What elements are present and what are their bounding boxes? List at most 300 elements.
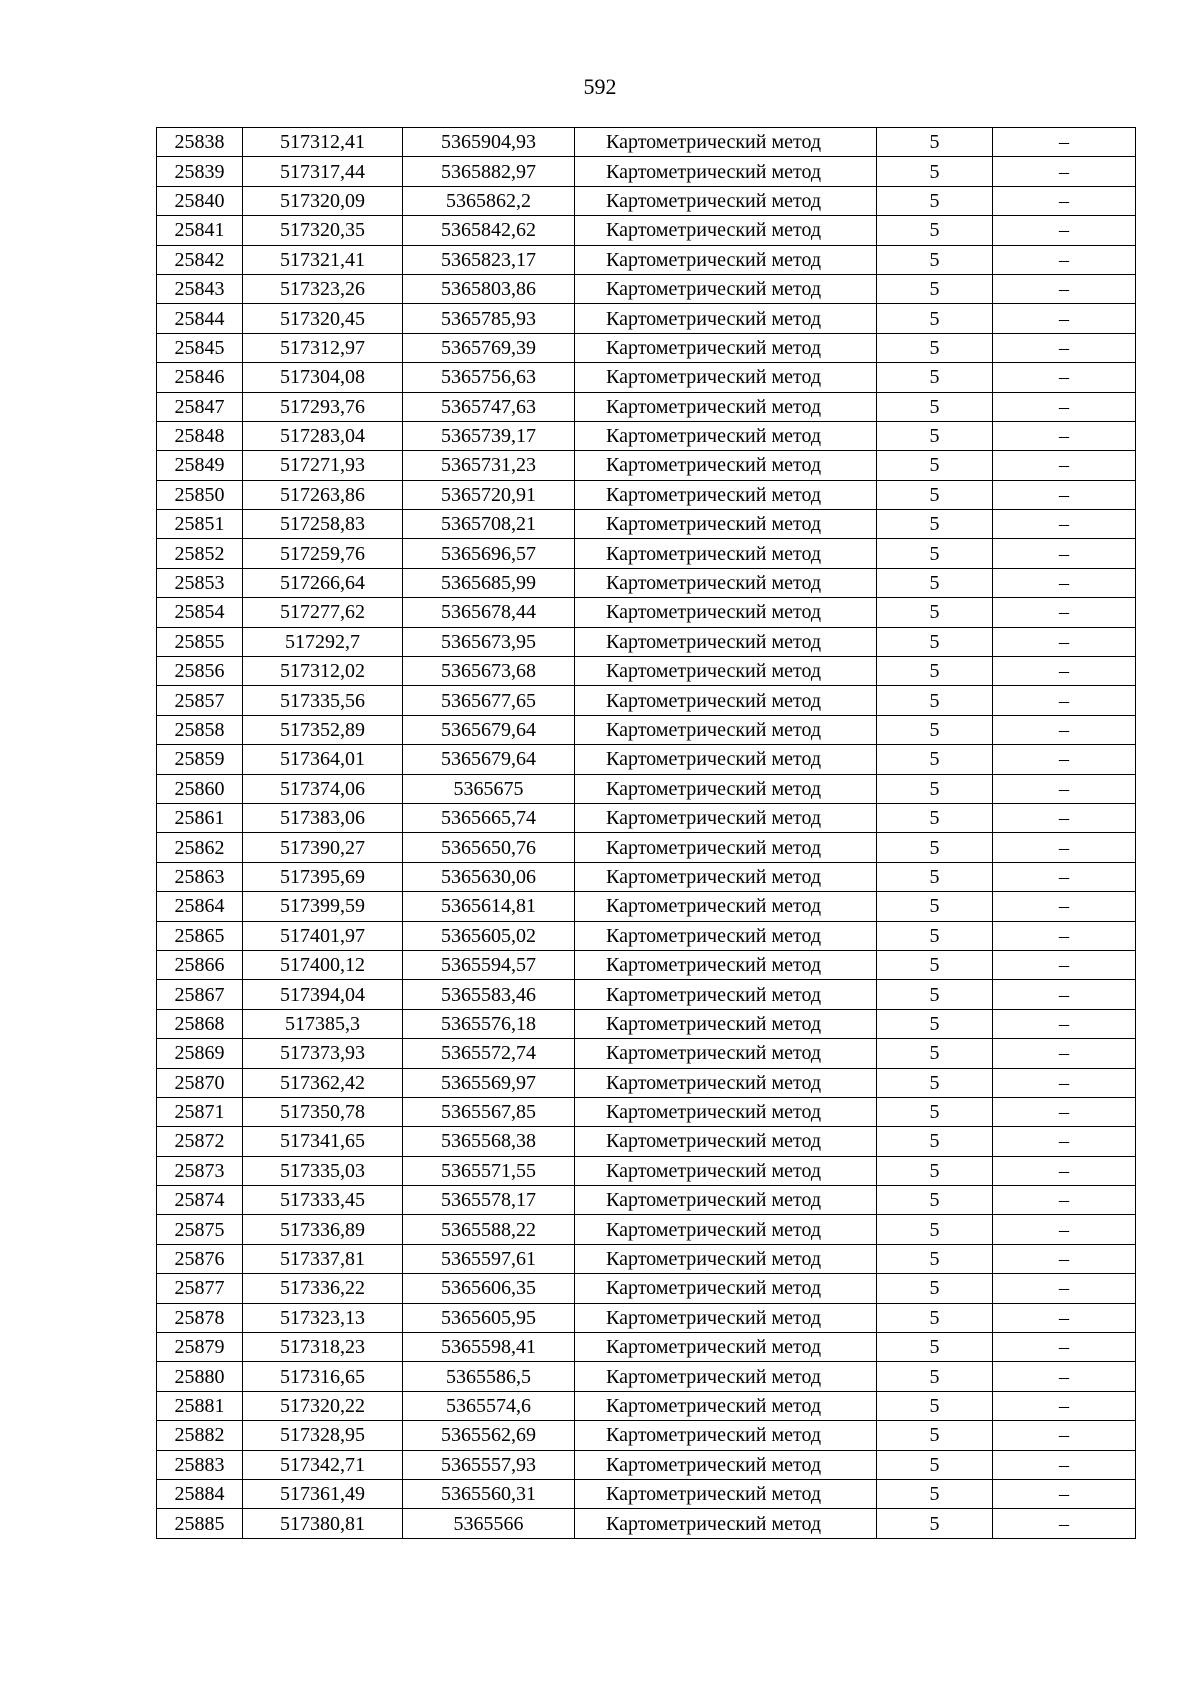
method-cell: Картометрический метод xyxy=(575,451,877,480)
table-row xyxy=(157,539,1136,568)
accuracy-cell: 5 xyxy=(877,539,993,568)
accuracy-cell: 5 xyxy=(877,833,993,862)
accuracy-cell: 5 xyxy=(877,157,993,186)
y-coordinate-cell: 5365567,85 xyxy=(403,1097,575,1126)
table-row xyxy=(157,1333,1136,1362)
table-row xyxy=(157,1127,1136,1156)
x-coordinate-cell: 517304,08 xyxy=(243,363,403,392)
accuracy-cell: 5 xyxy=(877,392,993,421)
point-number-cell: 25884 xyxy=(157,1479,243,1508)
description-cell: – xyxy=(993,921,1136,950)
table-row xyxy=(157,892,1136,921)
table-row xyxy=(157,1009,1136,1038)
accuracy-cell: 5 xyxy=(877,245,993,274)
method-cell: Картометрический метод xyxy=(575,627,877,656)
x-coordinate-cell: 517321,41 xyxy=(243,245,403,274)
method-cell: Картометрический метод xyxy=(575,833,877,862)
accuracy-cell: 5 xyxy=(877,1479,993,1508)
accuracy-cell: 5 xyxy=(877,1156,993,1185)
x-coordinate-cell: 517390,27 xyxy=(243,833,403,862)
description-cell: – xyxy=(993,892,1136,921)
accuracy-cell: 5 xyxy=(877,1068,993,1097)
method-cell: Картометрический метод xyxy=(575,1244,877,1273)
accuracy-cell: 5 xyxy=(877,598,993,627)
description-cell: – xyxy=(993,421,1136,450)
x-coordinate-cell: 517277,62 xyxy=(243,598,403,627)
description-cell: – xyxy=(993,568,1136,597)
y-coordinate-cell: 5365677,65 xyxy=(403,686,575,715)
accuracy-cell: 5 xyxy=(877,1127,993,1156)
accuracy-cell: 5 xyxy=(877,980,993,1009)
x-coordinate-cell: 517263,86 xyxy=(243,480,403,509)
accuracy-cell: 5 xyxy=(877,715,993,744)
x-coordinate-cell: 517271,93 xyxy=(243,451,403,480)
x-coordinate-cell: 517374,06 xyxy=(243,774,403,803)
method-cell: Картометрический метод xyxy=(575,363,877,392)
x-coordinate-cell: 517266,64 xyxy=(243,568,403,597)
description-cell: – xyxy=(993,1421,1136,1450)
table-row xyxy=(157,1039,1136,1068)
method-cell: Картометрический метод xyxy=(575,921,877,950)
accuracy-cell: 5 xyxy=(877,950,993,979)
point-number-cell: 25847 xyxy=(157,392,243,421)
y-coordinate-cell: 5365756,63 xyxy=(403,363,575,392)
method-cell: Картометрический метод xyxy=(575,1362,877,1391)
method-cell: Картометрический метод xyxy=(575,1127,877,1156)
point-number-cell: 25883 xyxy=(157,1450,243,1479)
point-number-cell: 25853 xyxy=(157,568,243,597)
x-coordinate-cell: 517317,44 xyxy=(243,157,403,186)
table-row xyxy=(157,128,1136,157)
x-coordinate-cell: 517333,45 xyxy=(243,1186,403,1215)
point-number-cell: 25850 xyxy=(157,480,243,509)
accuracy-cell: 5 xyxy=(877,1509,993,1538)
accuracy-cell: 5 xyxy=(877,1244,993,1273)
y-coordinate-cell: 5365598,41 xyxy=(403,1333,575,1362)
method-cell: Картометрический метод xyxy=(575,216,877,245)
point-number-cell: 25854 xyxy=(157,598,243,627)
x-coordinate-cell: 517364,01 xyxy=(243,745,403,774)
point-number-cell: 25839 xyxy=(157,157,243,186)
description-cell: – xyxy=(993,657,1136,686)
accuracy-cell: 5 xyxy=(877,304,993,333)
table-row xyxy=(157,1244,1136,1273)
x-coordinate-cell: 517383,06 xyxy=(243,803,403,832)
page-number: 592 xyxy=(583,74,617,99)
table-row xyxy=(157,510,1136,539)
method-cell: Картометрический метод xyxy=(575,745,877,774)
accuracy-cell: 5 xyxy=(877,921,993,950)
table-row xyxy=(157,1274,1136,1303)
method-cell: Картометрический метод xyxy=(575,980,877,1009)
y-coordinate-cell: 5365720,91 xyxy=(403,480,575,509)
description-cell: – xyxy=(993,1156,1136,1185)
x-coordinate-cell: 517318,23 xyxy=(243,1333,403,1362)
x-coordinate-cell: 517316,65 xyxy=(243,1362,403,1391)
description-cell: – xyxy=(993,1009,1136,1038)
description-cell: – xyxy=(993,128,1136,157)
y-coordinate-cell: 5365557,93 xyxy=(403,1450,575,1479)
table-row xyxy=(157,274,1136,303)
accuracy-cell: 5 xyxy=(877,568,993,597)
method-cell: Картометрический метод xyxy=(575,245,877,274)
accuracy-cell: 5 xyxy=(877,803,993,832)
y-coordinate-cell: 5365862,2 xyxy=(403,186,575,215)
x-coordinate-cell: 517312,02 xyxy=(243,657,403,686)
point-number-cell: 25869 xyxy=(157,1039,243,1068)
point-number-cell: 25877 xyxy=(157,1274,243,1303)
y-coordinate-cell: 5365614,81 xyxy=(403,892,575,921)
accuracy-cell: 5 xyxy=(877,657,993,686)
point-number-cell: 25871 xyxy=(157,1097,243,1126)
x-coordinate-cell: 517350,78 xyxy=(243,1097,403,1126)
y-coordinate-cell: 5365605,02 xyxy=(403,921,575,950)
table-row xyxy=(157,568,1136,597)
method-cell: Картометрический метод xyxy=(575,1479,877,1508)
table-row xyxy=(157,715,1136,744)
table-row xyxy=(157,1097,1136,1126)
table-row xyxy=(157,1479,1136,1508)
description-cell: – xyxy=(993,1450,1136,1479)
x-coordinate-cell: 517336,22 xyxy=(243,1274,403,1303)
table-row xyxy=(157,833,1136,862)
y-coordinate-cell: 5365586,5 xyxy=(403,1362,575,1391)
y-coordinate-cell: 5365678,44 xyxy=(403,598,575,627)
point-number-cell: 25849 xyxy=(157,451,243,480)
method-cell: Картометрический метод xyxy=(575,1068,877,1097)
x-coordinate-cell: 517337,81 xyxy=(243,1244,403,1273)
x-coordinate-cell: 517395,69 xyxy=(243,862,403,891)
table-row xyxy=(157,950,1136,979)
method-cell: Картометрический метод xyxy=(575,568,877,597)
description-cell: – xyxy=(993,1333,1136,1362)
coordinates-table-body xyxy=(157,128,1136,1539)
table-row xyxy=(157,803,1136,832)
point-number-cell: 25885 xyxy=(157,1509,243,1538)
table-row xyxy=(157,921,1136,950)
point-number-cell: 25881 xyxy=(157,1391,243,1420)
accuracy-cell: 5 xyxy=(877,510,993,539)
description-cell: – xyxy=(993,803,1136,832)
table-row xyxy=(157,1215,1136,1244)
method-cell: Картометрический метод xyxy=(575,598,877,627)
y-coordinate-cell: 5365583,46 xyxy=(403,980,575,1009)
accuracy-cell: 5 xyxy=(877,333,993,362)
point-number-cell: 25860 xyxy=(157,774,243,803)
y-coordinate-cell: 5365574,6 xyxy=(403,1391,575,1420)
description-cell: – xyxy=(993,392,1136,421)
point-number-cell: 25855 xyxy=(157,627,243,656)
table-row xyxy=(157,186,1136,215)
accuracy-cell: 5 xyxy=(877,451,993,480)
description-cell: – xyxy=(993,774,1136,803)
y-coordinate-cell: 5365571,55 xyxy=(403,1156,575,1185)
x-coordinate-cell: 517312,97 xyxy=(243,333,403,362)
accuracy-cell: 5 xyxy=(877,1009,993,1038)
table-row xyxy=(157,1303,1136,1332)
description-cell: – xyxy=(993,1244,1136,1273)
accuracy-cell: 5 xyxy=(877,1186,993,1215)
y-coordinate-cell: 5365572,74 xyxy=(403,1039,575,1068)
description-cell: – xyxy=(993,862,1136,891)
description-cell: – xyxy=(993,833,1136,862)
table-row xyxy=(157,980,1136,1009)
y-coordinate-cell: 5365747,63 xyxy=(403,392,575,421)
point-number-cell: 25861 xyxy=(157,803,243,832)
accuracy-cell: 5 xyxy=(877,1333,993,1362)
x-coordinate-cell: 517400,12 xyxy=(243,950,403,979)
y-coordinate-cell: 5365823,17 xyxy=(403,245,575,274)
accuracy-cell: 5 xyxy=(877,774,993,803)
description-cell: – xyxy=(993,980,1136,1009)
method-cell: Картометрический метод xyxy=(575,1097,877,1126)
method-cell: Картометрический метод xyxy=(575,892,877,921)
x-coordinate-cell: 517283,04 xyxy=(243,421,403,450)
accuracy-cell: 5 xyxy=(877,1215,993,1244)
table-row xyxy=(157,1156,1136,1185)
accuracy-cell: 5 xyxy=(877,1039,993,1068)
table-row xyxy=(157,657,1136,686)
x-coordinate-cell: 517320,45 xyxy=(243,304,403,333)
method-cell: Картометрический метод xyxy=(575,1009,877,1038)
y-coordinate-cell: 5365673,95 xyxy=(403,627,575,656)
table-row xyxy=(157,451,1136,480)
x-coordinate-cell: 517292,7 xyxy=(243,627,403,656)
method-cell: Картометрический метод xyxy=(575,304,877,333)
description-cell: – xyxy=(993,686,1136,715)
method-cell: Картометрический метод xyxy=(575,1274,877,1303)
method-cell: Картометрический метод xyxy=(575,392,877,421)
point-number-cell: 25862 xyxy=(157,833,243,862)
point-number-cell: 25864 xyxy=(157,892,243,921)
accuracy-cell: 5 xyxy=(877,186,993,215)
description-cell: – xyxy=(993,480,1136,509)
accuracy-cell: 5 xyxy=(877,480,993,509)
method-cell: Картометрический метод xyxy=(575,950,877,979)
description-cell: – xyxy=(993,1303,1136,1332)
accuracy-cell: 5 xyxy=(877,1391,993,1420)
y-coordinate-cell: 5365696,57 xyxy=(403,539,575,568)
description-cell: – xyxy=(993,1479,1136,1508)
table-row xyxy=(157,1509,1136,1538)
accuracy-cell: 5 xyxy=(877,421,993,450)
table-row xyxy=(157,1450,1136,1479)
method-cell: Картометрический метод xyxy=(575,186,877,215)
y-coordinate-cell: 5365560,31 xyxy=(403,1479,575,1508)
point-number-cell: 25840 xyxy=(157,186,243,215)
point-number-cell: 25858 xyxy=(157,715,243,744)
accuracy-cell: 5 xyxy=(877,862,993,891)
description-cell: – xyxy=(993,1509,1136,1538)
y-coordinate-cell: 5365739,17 xyxy=(403,421,575,450)
y-coordinate-cell: 5365731,23 xyxy=(403,451,575,480)
accuracy-cell: 5 xyxy=(877,274,993,303)
table-row xyxy=(157,333,1136,362)
table-row xyxy=(157,304,1136,333)
x-coordinate-cell: 517312,41 xyxy=(243,128,403,157)
x-coordinate-cell: 517380,81 xyxy=(243,1509,403,1538)
x-coordinate-cell: 517385,3 xyxy=(243,1009,403,1038)
x-coordinate-cell: 517258,83 xyxy=(243,510,403,539)
method-cell: Картометрический метод xyxy=(575,1509,877,1538)
table-row xyxy=(157,392,1136,421)
method-cell: Картометрический метод xyxy=(575,333,877,362)
method-cell: Картометрический метод xyxy=(575,1303,877,1332)
method-cell: Картометрический метод xyxy=(575,1186,877,1215)
method-cell: Картометрический метод xyxy=(575,1039,877,1068)
y-coordinate-cell: 5365605,95 xyxy=(403,1303,575,1332)
table-row xyxy=(157,627,1136,656)
point-number-cell: 25848 xyxy=(157,421,243,450)
description-cell: – xyxy=(993,363,1136,392)
method-cell: Картометрический метод xyxy=(575,1333,877,1362)
description-cell: – xyxy=(993,1274,1136,1303)
point-number-cell: 25841 xyxy=(157,216,243,245)
table-row xyxy=(157,363,1136,392)
table-row xyxy=(157,1362,1136,1391)
method-cell: Картометрический метод xyxy=(575,774,877,803)
y-coordinate-cell: 5365675 xyxy=(403,774,575,803)
method-cell: Картометрический метод xyxy=(575,157,877,186)
method-cell: Картометрический метод xyxy=(575,1421,877,1450)
y-coordinate-cell: 5365594,57 xyxy=(403,950,575,979)
y-coordinate-cell: 5365569,97 xyxy=(403,1068,575,1097)
table-row xyxy=(157,421,1136,450)
table-row xyxy=(157,686,1136,715)
y-coordinate-cell: 5365576,18 xyxy=(403,1009,575,1038)
y-coordinate-cell: 5365630,06 xyxy=(403,862,575,891)
table-row xyxy=(157,157,1136,186)
point-number-cell: 25872 xyxy=(157,1127,243,1156)
point-number-cell: 25876 xyxy=(157,1244,243,1273)
table-row xyxy=(157,598,1136,627)
point-number-cell: 25859 xyxy=(157,745,243,774)
x-coordinate-cell: 517362,42 xyxy=(243,1068,403,1097)
point-number-cell: 25866 xyxy=(157,950,243,979)
point-number-cell: 25851 xyxy=(157,510,243,539)
description-cell: – xyxy=(993,1039,1136,1068)
x-coordinate-cell: 517399,59 xyxy=(243,892,403,921)
point-number-cell: 25846 xyxy=(157,363,243,392)
y-coordinate-cell: 5365904,93 xyxy=(403,128,575,157)
point-number-cell: 25875 xyxy=(157,1215,243,1244)
x-coordinate-cell: 517401,97 xyxy=(243,921,403,950)
description-cell: – xyxy=(993,304,1136,333)
x-coordinate-cell: 517293,76 xyxy=(243,392,403,421)
point-number-cell: 25879 xyxy=(157,1333,243,1362)
point-number-cell: 25870 xyxy=(157,1068,243,1097)
description-cell: – xyxy=(993,950,1136,979)
description-cell: – xyxy=(993,1362,1136,1391)
point-number-cell: 25867 xyxy=(157,980,243,1009)
x-coordinate-cell: 517336,89 xyxy=(243,1215,403,1244)
point-number-cell: 25838 xyxy=(157,128,243,157)
accuracy-cell: 5 xyxy=(877,686,993,715)
method-cell: Картометрический метод xyxy=(575,539,877,568)
y-coordinate-cell: 5365785,93 xyxy=(403,304,575,333)
accuracy-cell: 5 xyxy=(877,363,993,392)
y-coordinate-cell: 5365708,21 xyxy=(403,510,575,539)
point-number-cell: 25852 xyxy=(157,539,243,568)
accuracy-cell: 5 xyxy=(877,745,993,774)
method-cell: Картометрический метод xyxy=(575,421,877,450)
y-coordinate-cell: 5365578,17 xyxy=(403,1186,575,1215)
y-coordinate-cell: 5365665,74 xyxy=(403,803,575,832)
y-coordinate-cell: 5365842,62 xyxy=(403,216,575,245)
y-coordinate-cell: 5365882,97 xyxy=(403,157,575,186)
description-cell: – xyxy=(993,539,1136,568)
table-row xyxy=(157,1391,1136,1420)
y-coordinate-cell: 5365803,86 xyxy=(403,274,575,303)
point-number-cell: 25882 xyxy=(157,1421,243,1450)
y-coordinate-cell: 5365568,38 xyxy=(403,1127,575,1156)
point-number-cell: 25843 xyxy=(157,274,243,303)
x-coordinate-cell: 517320,22 xyxy=(243,1391,403,1420)
point-number-cell: 25873 xyxy=(157,1156,243,1185)
coordinates-table xyxy=(156,127,1136,1539)
x-coordinate-cell: 517259,76 xyxy=(243,539,403,568)
method-cell: Картометрический метод xyxy=(575,480,877,509)
point-number-cell: 25845 xyxy=(157,333,243,362)
y-coordinate-cell: 5365562,69 xyxy=(403,1421,575,1450)
accuracy-cell: 5 xyxy=(877,1303,993,1332)
y-coordinate-cell: 5365650,76 xyxy=(403,833,575,862)
table-row xyxy=(157,774,1136,803)
accuracy-cell: 5 xyxy=(877,1421,993,1450)
table-row xyxy=(157,245,1136,274)
table-row xyxy=(157,862,1136,891)
point-number-cell: 25857 xyxy=(157,686,243,715)
y-coordinate-cell: 5365679,64 xyxy=(403,715,575,744)
method-cell: Картометрический метод xyxy=(575,274,877,303)
y-coordinate-cell: 5365606,35 xyxy=(403,1274,575,1303)
method-cell: Картометрический метод xyxy=(575,128,877,157)
y-coordinate-cell: 5365685,99 xyxy=(403,568,575,597)
y-coordinate-cell: 5365588,22 xyxy=(403,1215,575,1244)
x-coordinate-cell: 517323,13 xyxy=(243,1303,403,1332)
x-coordinate-cell: 517328,95 xyxy=(243,1421,403,1450)
method-cell: Картометрический метод xyxy=(575,1156,877,1185)
x-coordinate-cell: 517342,71 xyxy=(243,1450,403,1479)
x-coordinate-cell: 517335,03 xyxy=(243,1156,403,1185)
point-number-cell: 25842 xyxy=(157,245,243,274)
description-cell: – xyxy=(993,1186,1136,1215)
x-coordinate-cell: 517352,89 xyxy=(243,715,403,744)
description-cell: – xyxy=(993,1215,1136,1244)
x-coordinate-cell: 517335,56 xyxy=(243,686,403,715)
description-cell: – xyxy=(993,1097,1136,1126)
accuracy-cell: 5 xyxy=(877,892,993,921)
accuracy-cell: 5 xyxy=(877,1274,993,1303)
description-cell: – xyxy=(993,1127,1136,1156)
point-number-cell: 25844 xyxy=(157,304,243,333)
description-cell: – xyxy=(993,216,1136,245)
x-coordinate-cell: 517323,26 xyxy=(243,274,403,303)
point-number-cell: 25865 xyxy=(157,921,243,950)
table-row xyxy=(157,480,1136,509)
x-coordinate-cell: 517341,65 xyxy=(243,1127,403,1156)
method-cell: Картометрический метод xyxy=(575,862,877,891)
point-number-cell: 25878 xyxy=(157,1303,243,1332)
description-cell: – xyxy=(993,715,1136,744)
method-cell: Картометрический метод xyxy=(575,1391,877,1420)
x-coordinate-cell: 517373,93 xyxy=(243,1039,403,1068)
accuracy-cell: 5 xyxy=(877,1097,993,1126)
description-cell: – xyxy=(993,451,1136,480)
accuracy-cell: 5 xyxy=(877,1450,993,1479)
point-number-cell: 25868 xyxy=(157,1009,243,1038)
description-cell: – xyxy=(993,510,1136,539)
